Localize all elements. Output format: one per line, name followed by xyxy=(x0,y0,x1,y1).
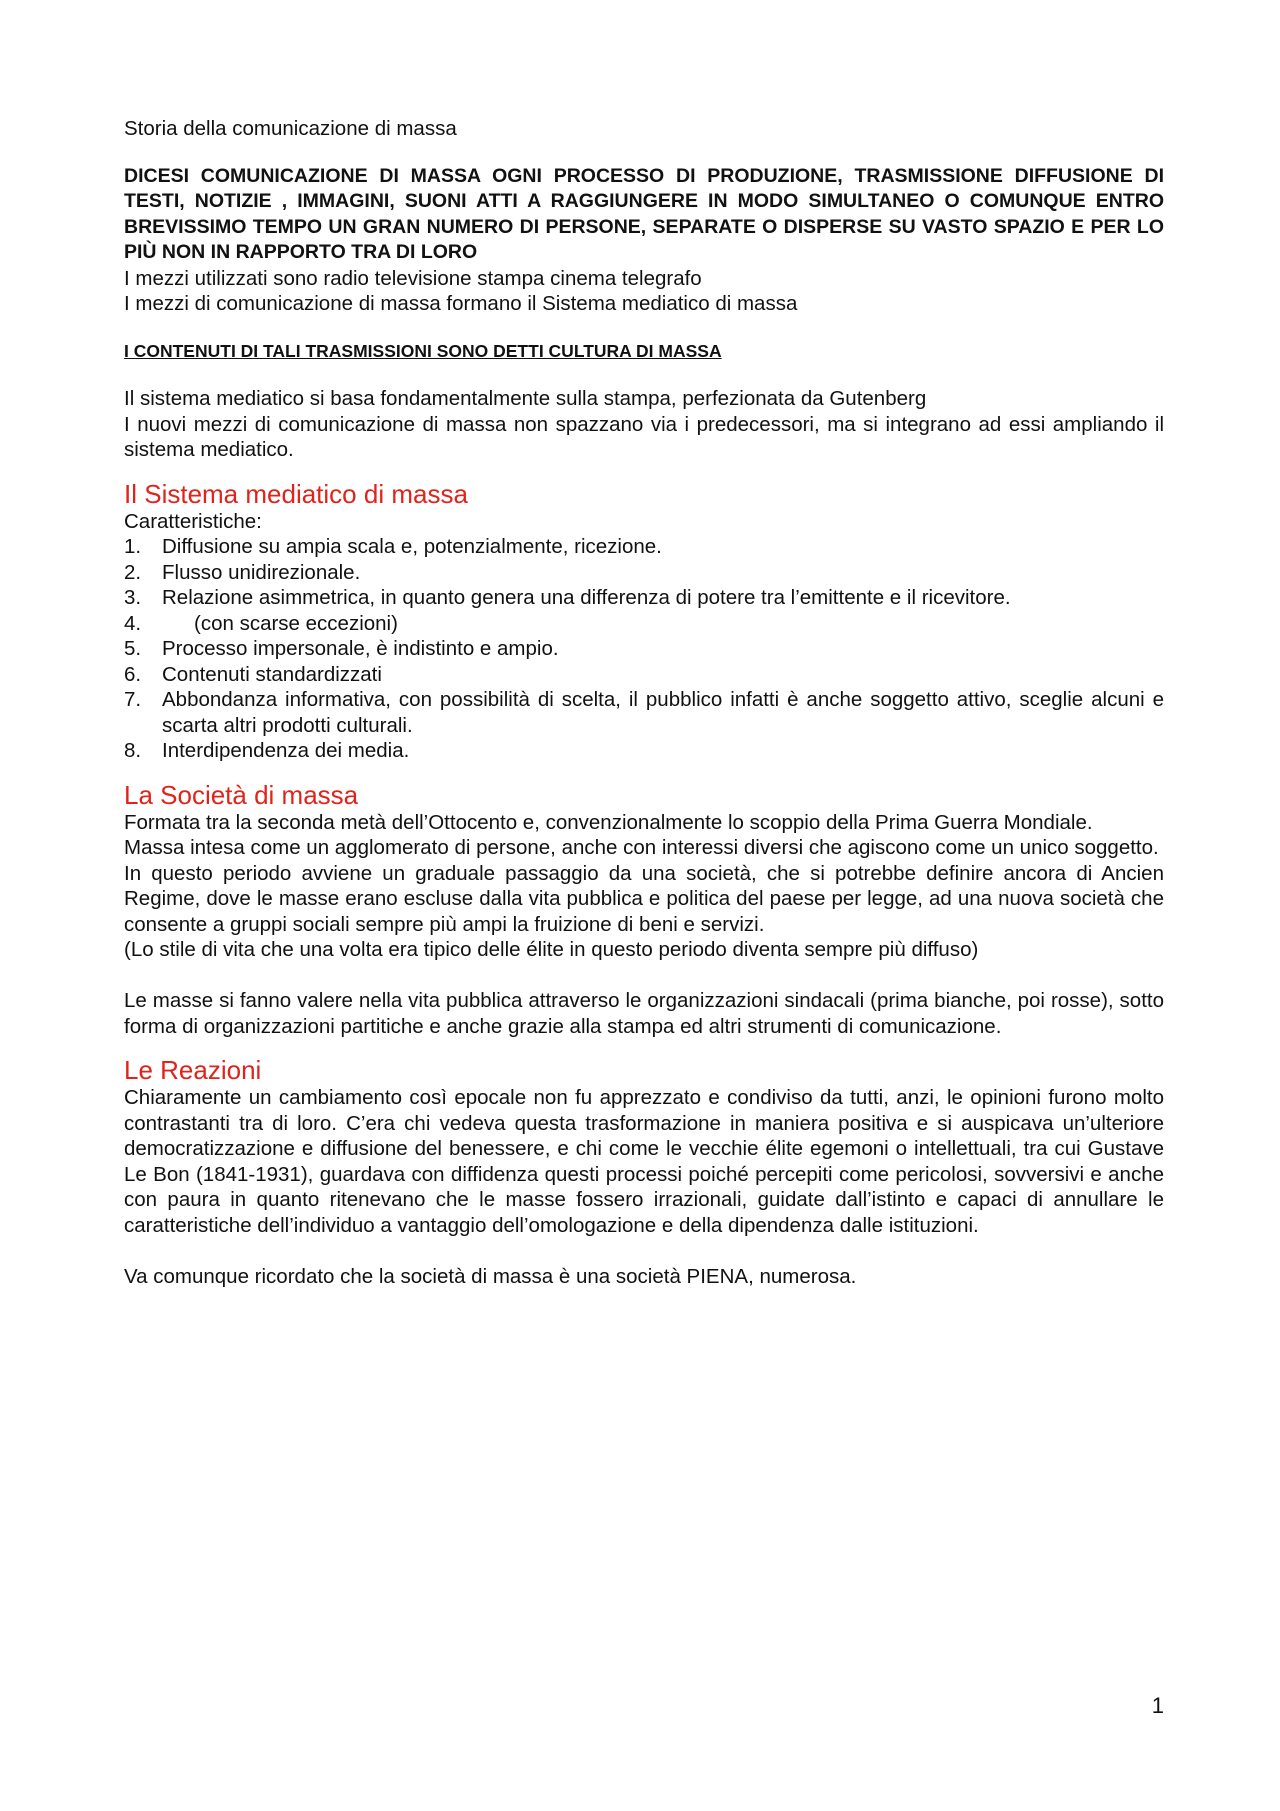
list-item-number: 2. xyxy=(124,560,142,584)
list-item xyxy=(124,534,1164,560)
list-item-number: 5. xyxy=(124,637,142,660)
list-item-number: 4. xyxy=(124,611,142,635)
list-item xyxy=(124,687,1164,738)
list-item xyxy=(124,560,1164,586)
document-title: Storia della comunicazione di massa xyxy=(124,117,457,140)
underlined-statement: I CONTENUTI DI TALI TRASMISSIONI SONO DETTI CULTURA DI MASSA xyxy=(124,340,722,361)
list-item-number: 1. xyxy=(124,535,142,558)
paragraph: Formata tra la seconda metà dell’Ottocento e, convenzionalmente lo scoppio della Prima Guerra Mondiale. xyxy=(124,810,1093,834)
list-item-number: 8. xyxy=(124,739,142,762)
list-item-text: Interdipendenza dei media. xyxy=(162,739,410,762)
paragraph: Massa intesa come un agglomerato di persone, anche con interessi diversi che agiscono come un unico soggetto. xyxy=(124,836,1159,859)
characteristics-list xyxy=(124,534,1164,764)
system-line: I nuovi mezzi di comunicazione di massa non spazzano via i predecessori, ma si integrano ad essi ampliando il sistema mediatico. xyxy=(124,412,1164,461)
list-item xyxy=(124,636,1164,662)
intro-line: I mezzi utilizzati sono radio televisione stampa cinema telegrafo xyxy=(124,266,702,290)
paragraph: Le masse si fanno valere nella vita pubblica attraverso le organizzazioni sindacali (prima bianche, poi rosse), sotto forma di organizzazioni partitiche e anche grazie alla stampa ed altri strumenti di comunicazione. xyxy=(124,989,1164,1038)
paragraph-spacer xyxy=(124,963,1164,989)
list-item-text: Contenuti standardizzati xyxy=(162,662,382,686)
paragraph: (Lo stile di vita che una volta era tipico delle élite in questo periodo diventa sempre più diffuso) xyxy=(124,938,979,961)
list-item-number: 3. xyxy=(124,586,142,609)
list-item-text: Relazione asimmetrica, in quanto genera una differenza di potere tra l’emittente e il ricevitore. xyxy=(162,586,1011,609)
list-item-text: Processo impersonale, è indistinto e ampio. xyxy=(162,637,559,660)
paragraph-spacer xyxy=(124,1238,1164,1264)
system-line: Il sistema mediatico si basa fondamentalmente sulla stampa, perfezionata da Gutenberg xyxy=(124,387,927,410)
list-item xyxy=(124,611,1164,637)
list-item xyxy=(124,738,1164,764)
section-heading-sistema: Il Sistema mediatico di massa xyxy=(124,478,468,509)
list-item-number: 7. xyxy=(124,688,142,711)
paragraph: In questo periodo avviene un graduale passaggio da una società, che si potrebbe definire ancora di Ancien Regime, dove le masse erano escluse dalla vita pubblica e politica del paese per legge, ad una nuova società che consente a gruppi sociali sempre più ampi la fruizione di beni e servizi. xyxy=(124,861,1164,936)
definition-paragraph: DICESI COMUNICAZIONE DI MASSA OGNI PROCESSO DI PRODUZIONE, TRASMISSIONE DIFFUSIONE DI TESTI, NOTIZIE , IMMAGINI, SUONI ATTI A RAGGIUNGERE IN MODO SIMULTANEO O COMUNQUE ENTRO BREVISSIMO TEMPO UN GRAN NUMERO DI PERSONE, SEPARATE O DISPERSE SU VASTO SPAZIO E PER LO PIÙ NON IN RAPPORTO TRA DI LORO xyxy=(124,164,1164,263)
list-item-text: Abbondanza informativa, con possibilità di scelta, il pubblico infatti è anche soggetto attivo, sceglie alcuni e scarta altri prodotti culturali. xyxy=(162,688,1164,737)
document-page xyxy=(124,116,1164,1289)
paragraph: Va comunque ricordato che la società di massa è una società PIENA, numerosa. xyxy=(124,1264,857,1288)
section-heading-reazioni: Le Reazioni xyxy=(124,1055,262,1085)
list-item-text: Flusso unidirezionale. xyxy=(162,560,361,584)
list-item xyxy=(124,662,1164,688)
characteristics-label: Caratteristiche: xyxy=(124,509,262,533)
intro-line: I mezzi di comunicazione di massa formano il Sistema mediatico di massa xyxy=(124,292,798,315)
paragraph: Chiaramente un cambiamento così epocale non fu apprezzato e condiviso da tutti, anzi, le opinioni furono molto contrastanti tra di loro. C’era chi vedeva questa trasformazione in maniera positiva e si auspicava un’ulteriore democratizzazione e diffusione del benessere, e chi come le vecchie élite egemoni o intellettuali, tra cui Gustave Le Bon (1841-1931), guardava con diffidenza questi processi poiché percepiti come pericolosi, sovversivi e anche con paura in quanto ritenevano che le masse fossero irrazionali, guidate dall’istinto e capaci di annullare le caratteristiche dell’individuo a vantaggio dell’omologazione e della dipendenza dalle istituzioni. xyxy=(124,1086,1164,1237)
list-item-text: (con scarse eccezioni) xyxy=(194,611,398,635)
section-heading-societa: La Società di massa xyxy=(124,779,359,810)
page-number: 1 xyxy=(1151,1693,1164,1718)
list-item-number: 6. xyxy=(124,662,142,686)
list-item xyxy=(124,585,1164,611)
list-item-text: Diffusione su ampia scala e, potenzialmente, ricezione. xyxy=(162,535,662,558)
